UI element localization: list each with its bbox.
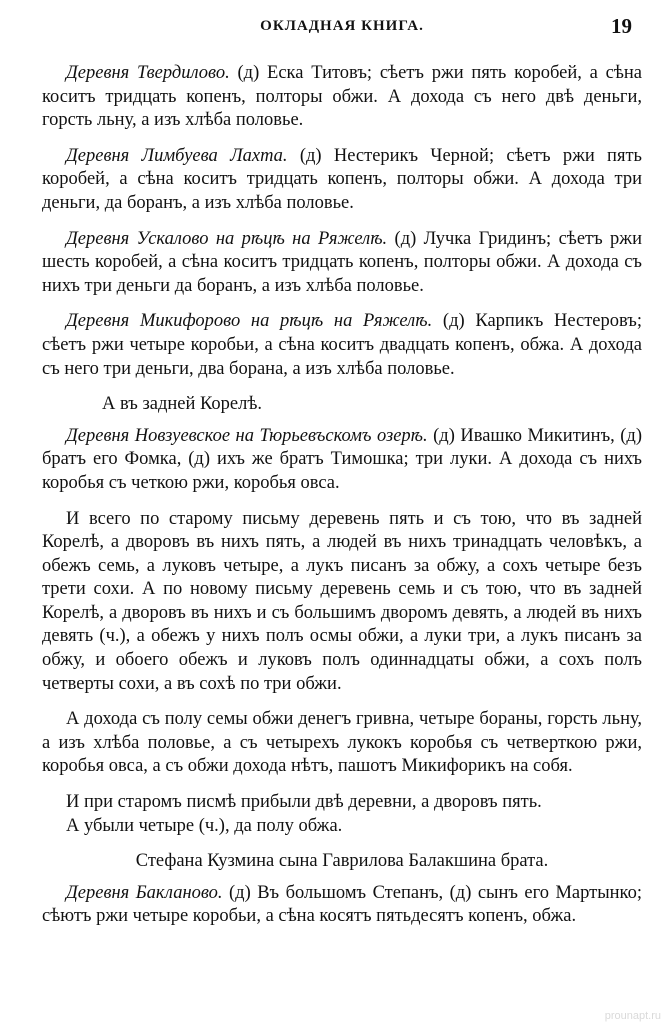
entry-text: (д) Въ большомъ Степанъ, (д) сынъ его Мартынко; сѣютъ ржи четыре коробьи, а сѣна косятъ пятьдесятъ копенъ, обжа. — [42, 882, 642, 927]
entry-baklanovo — [42, 882, 642, 929]
entry-limbueva-lakhta — [42, 145, 642, 216]
running-title: ОКЛАДНАЯ КНИГА. — [260, 18, 424, 34]
village-name: Деревня Лимбуева Лахта. — [66, 145, 288, 166]
section-heading: А въ задней Корелѣ. — [102, 394, 263, 415]
book-page — [42, 14, 642, 941]
watermark: prounapt.ru — [604, 1010, 661, 1022]
village-name: Деревня Твердилово. — [66, 63, 230, 83]
entry-text: (д) Ивашко Микитинъ, (д) братъ его Фомка, (д) ихъ же братъ Тимошка; три луки. А дохода съ нихъ коробья съ четкою ржи, коробья овса. — [42, 425, 642, 493]
income-paragraph: А дохода съ полу семы обжи денегъ гривна, четыре бораны, горсть льну, а изъ хлѣба половье, а съ четырехъ лукокъ коробья съ четверткою ржи, коробья овса, а съ обжи дохода нѣтъ, пашотъ Микифорикъ на собя. — [42, 709, 642, 777]
entry-text: (д) Лучка Гридинъ; сѣетъ ржи шесть коробей, а сѣна коситъ тридцать копенъ, полторы обжи. А дохода съ нихъ три деньги да боранъ, а изъ хлѣба половье. — [42, 228, 642, 296]
page-number: 19 — [611, 14, 632, 38]
entry-text: (д) Карпикъ Нестеровъ; сѣетъ ржи четыре коробьи, а сѣна коситъ двадцать копенъ, обжа. А дохода съ него три деньги, два борана, а изъ хлѣба половье. — [42, 311, 642, 379]
entry-text: (д) Нестерикъ Черной; сѣетъ ржи пять коробей, а сѣна коситъ тридцать копенъ, полторы обжи. А дохода три деньги, да боранъ, а изъ хлѣба половье. — [42, 145, 642, 213]
lost-line: А убыли четыре (ч.), да полу обжа. — [66, 815, 343, 836]
village-name: Деревня Ускалово на рѣцѣ на Ряжелѣ. — [66, 228, 388, 249]
entry-tverdilovo — [42, 62, 642, 133]
village-name: Деревня Новзуевское на Тюрьевъскомъ озерѣ. — [66, 425, 428, 446]
entry-uskalovo — [42, 228, 642, 299]
village-name: Деревня Микифорово на рѣцѣ на Ряжелѣ. — [66, 311, 433, 332]
owner-heading: Стефана Кузмина сына Гаврилова Балакшина брата. — [135, 851, 549, 872]
entry-novzuevskoe — [42, 425, 642, 496]
entry-text: (д) Еска Титовъ; сѣетъ ржи пять коробей, а сѣна коситъ тридцать копенъ, полторы обжи. А дохода съ него двѣ деньги, горсть льну, а изъ хлѣба половье. — [42, 63, 642, 131]
village-name: Деревня Бакланово. — [66, 882, 223, 903]
added-villages-line: И при старомъ писмѣ прибыли двѣ деревни, а дворовъ пять. — [66, 792, 542, 813]
entry-mikiforovo — [42, 310, 642, 381]
page-header — [42, 14, 642, 44]
summary-paragraph: И всего по старому письму деревень пять и съ тою, что въ задней Корелѣ, а дворовъ въ нихъ пять, а людей въ нихъ тринадцать человѣкъ, а обежъ семь, а луковъ четыре, а лукъ писанъ за обжу, а сохъ четыре безъ трети сохи. А по новому письму деревень семь и съ тою, что въ задней Корелѣ, а дворовъ въ нихъ и съ большимъ дворомъ девять, а людей въ нихъ девять (ч.), а обежъ у нихъ полъ осмы обжи, а луки три, а лукъ писанъ за обжу, и обоего обежъ и луковъ полъ одиннадцаты обжи, а сохъ полъ четверты сохи, а въ сохѣ по три обжи. — [42, 508, 642, 694]
